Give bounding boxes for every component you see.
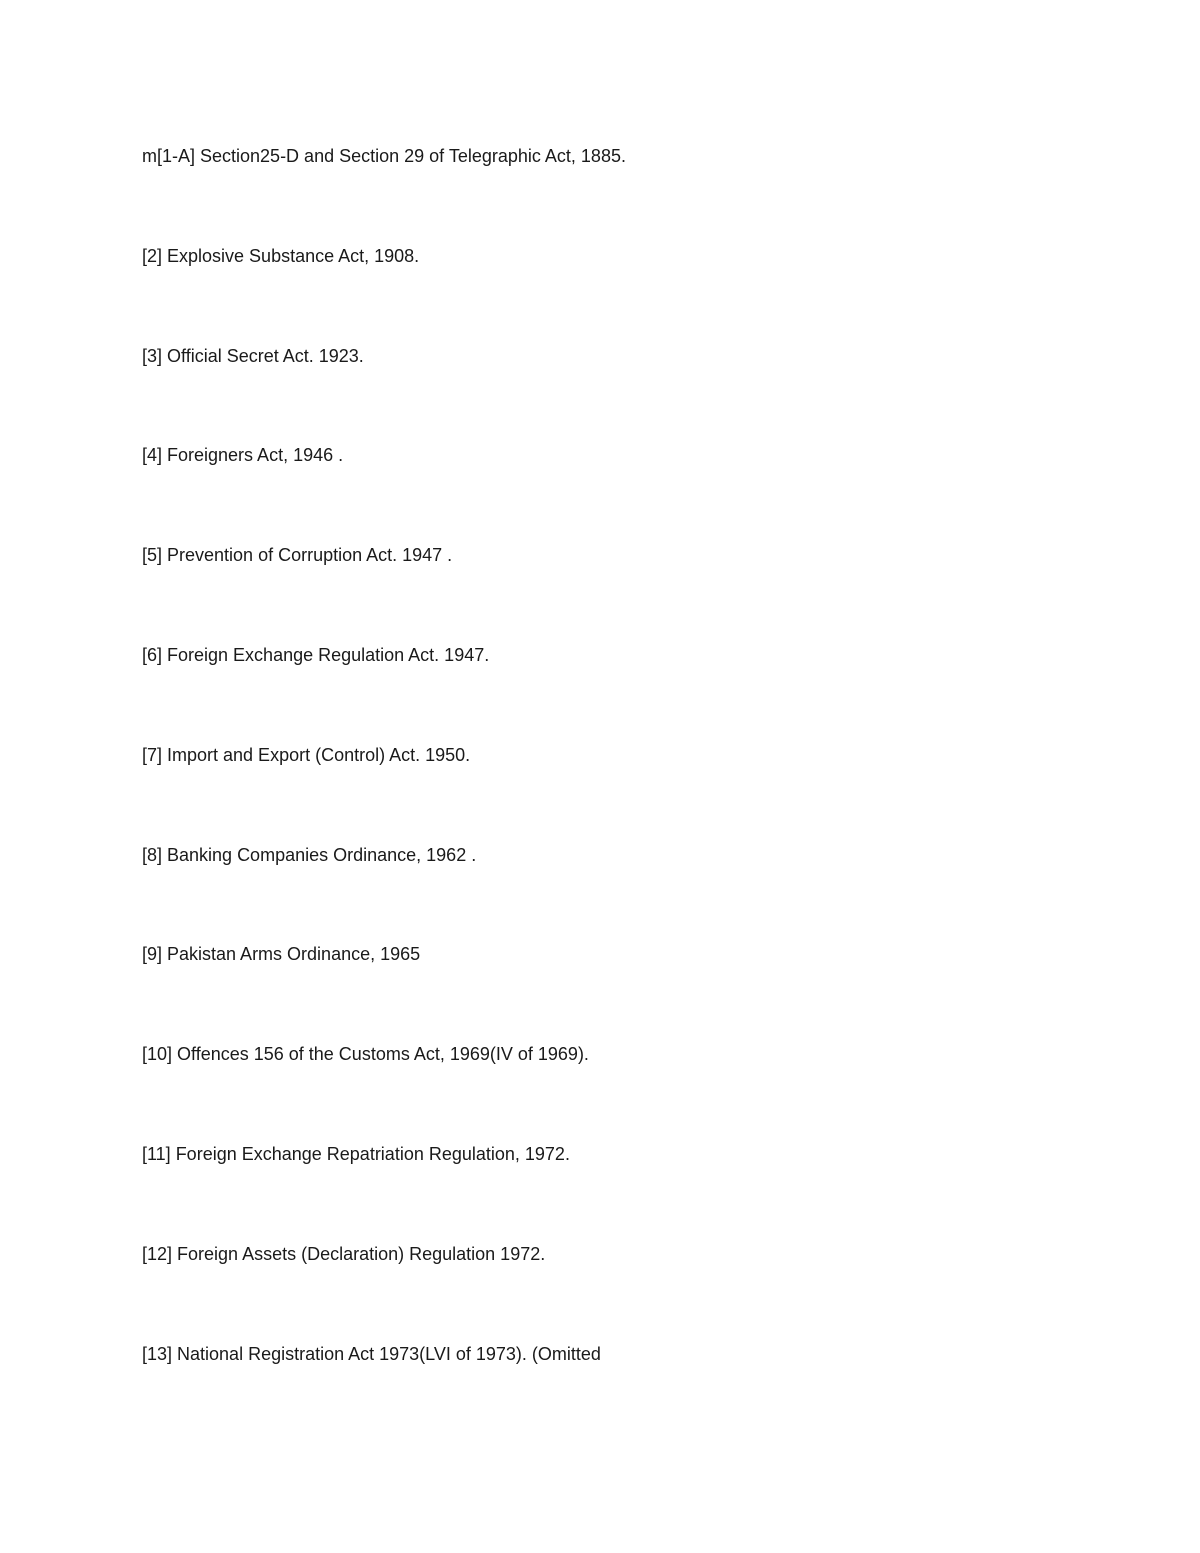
list-item: [7] Import and Export (Control) Act. 1950. xyxy=(142,744,471,765)
list-item: [11] Foreign Exchange Repatriation Regulation, 1972. xyxy=(142,1143,570,1164)
list-item: [3] Official Secret Act. 1923. xyxy=(142,345,364,366)
list-item: [12] Foreign Assets (Declaration) Regulation 1972. xyxy=(142,1243,546,1264)
statute-list xyxy=(142,142,1142,1439)
list-item: [8] Banking Companies Ordinance, 1962 . xyxy=(142,844,477,865)
list-item: [5] Prevention of Corruption Act. 1947 . xyxy=(142,545,453,566)
list-item: [6] Foreign Exchange Regulation Act. 1947. xyxy=(142,644,490,665)
list-item: [2] Explosive Substance Act, 1908. xyxy=(142,245,420,266)
list-item: [4] Foreigners Act, 1946 . xyxy=(142,445,344,466)
list-item: [10] Offences 156 of the Customs Act, 1969(IV of 1969). xyxy=(142,1044,589,1065)
list-item: m[1-A] Section25-D and Section 29 of Telegraphic Act, 1885. xyxy=(142,146,626,166)
list-item: [9] Pakistan Arms Ordinance, 1965 xyxy=(142,944,421,965)
list-item: [13] National Registration Act 1973(LVI of 1973). (Omitted xyxy=(142,1343,601,1364)
